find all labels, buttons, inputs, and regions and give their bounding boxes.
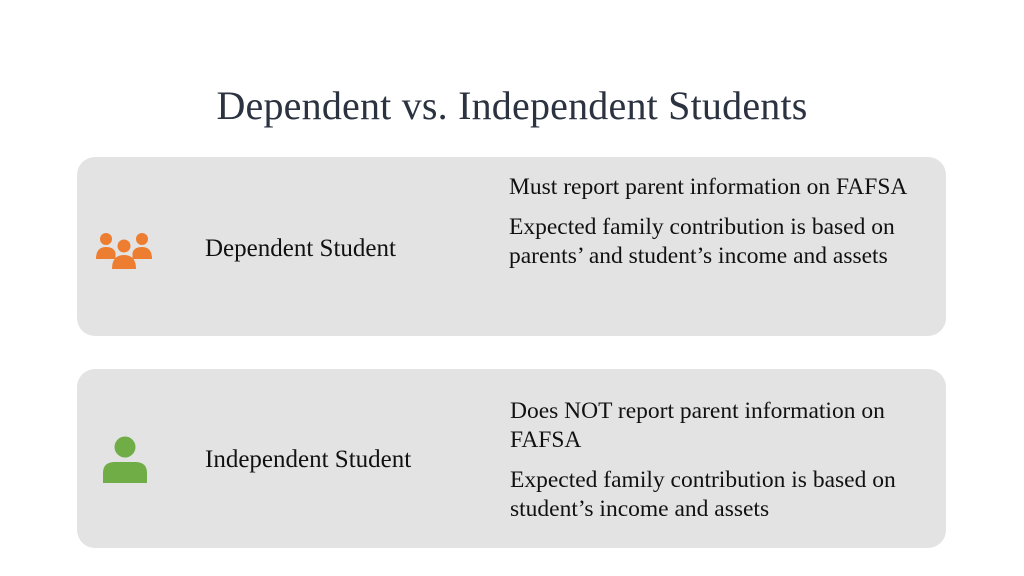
group-icon — [95, 231, 153, 269]
detail-item: Expected family contribution is based on student’s income and assets — [510, 467, 896, 522]
dependent-student-details — [509, 173, 929, 282]
independent-student-card — [77, 369, 946, 548]
user-icon — [102, 436, 148, 484]
dependent-student-label: Dependent Student — [205, 235, 396, 262]
detail-item: Must report parent information on FAFSA — [509, 174, 908, 200]
detail-item: Expected family contribution is based on parents’ and student’s income and assets — [509, 214, 895, 269]
detail-item: Does NOT report parent information on FAFSA — [510, 398, 885, 453]
independent-student-label: Independent Student — [205, 446, 412, 473]
slide-title: Dependent vs. Independent Students — [216, 83, 808, 128]
dependent-student-card — [77, 157, 946, 336]
independent-student-details — [510, 397, 930, 535]
